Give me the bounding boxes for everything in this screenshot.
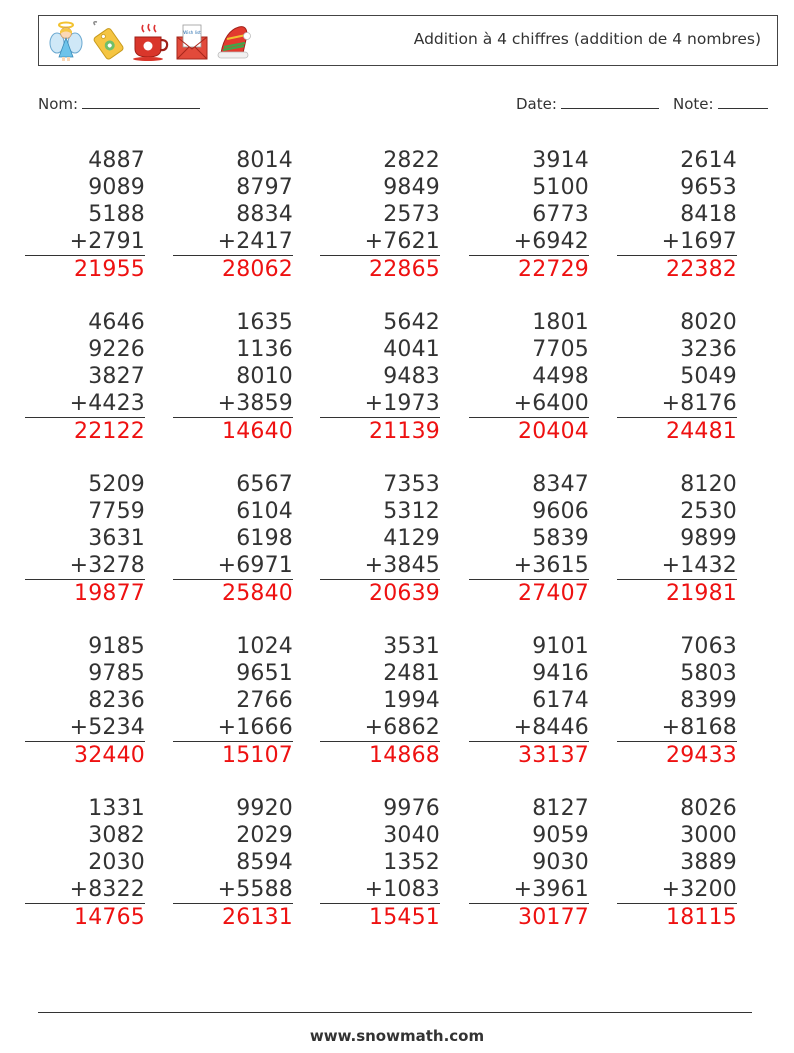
addend-4: +5234 xyxy=(25,714,145,742)
addend-1: 7353 xyxy=(383,472,440,497)
sum-answer: 14640 xyxy=(222,419,293,444)
svg-text:Wish list: Wish list xyxy=(183,30,201,35)
addend-4: +5588 xyxy=(173,876,293,904)
addend-3: 8236 xyxy=(88,688,145,713)
letter-envelope-icon xyxy=(173,19,211,63)
addend-3: 8399 xyxy=(680,688,737,713)
addition-problem xyxy=(617,633,737,769)
addend-4: +3200 xyxy=(617,876,737,904)
addend-4: +6862 xyxy=(320,714,440,742)
name-blank-line xyxy=(82,94,200,109)
addition-problem xyxy=(173,147,293,283)
addend-4: +3278 xyxy=(25,552,145,580)
addend-2: 9653 xyxy=(680,175,737,200)
addend-1: 8014 xyxy=(236,148,293,173)
addend-1: 8020 xyxy=(680,310,737,335)
addition-problem xyxy=(173,795,293,931)
worksheet-header xyxy=(38,15,778,66)
addition-problem xyxy=(320,309,440,445)
addend-4: +8322 xyxy=(25,876,145,904)
addition-problem xyxy=(320,633,440,769)
addition-problem xyxy=(469,309,589,445)
footer-divider xyxy=(38,1012,752,1013)
addition-problem xyxy=(617,471,737,607)
sum-answer: 21955 xyxy=(74,257,145,282)
addend-2: 2481 xyxy=(383,661,440,686)
addend-3: 5049 xyxy=(680,364,737,389)
addend-1: 9920 xyxy=(236,796,293,821)
addend-4: +8176 xyxy=(617,390,737,418)
santa-hat-icon xyxy=(215,19,253,63)
addend-2: 3082 xyxy=(88,823,145,848)
addend-3: 4498 xyxy=(532,364,589,389)
addend-1: 8120 xyxy=(680,472,737,497)
sum-answer: 33137 xyxy=(518,743,589,768)
addend-1: 1635 xyxy=(236,310,293,335)
worksheet-title: Addition à 4 chiffres (addition de 4 nombres) xyxy=(413,30,761,48)
addend-4: +6942 xyxy=(469,228,589,256)
addend-4: +1973 xyxy=(320,390,440,418)
addend-4: +6971 xyxy=(173,552,293,580)
addend-2: 9059 xyxy=(532,823,589,848)
addend-3: 5188 xyxy=(88,202,145,227)
addend-2: 5100 xyxy=(532,175,589,200)
addend-2: 2530 xyxy=(680,499,737,524)
addend-3: 9899 xyxy=(680,526,737,551)
addend-3: 8834 xyxy=(236,202,293,227)
addend-3: 8594 xyxy=(236,850,293,875)
addend-1: 1801 xyxy=(532,310,589,335)
addend-1: 7063 xyxy=(680,634,737,659)
addend-1: 5209 xyxy=(88,472,145,497)
addition-problem xyxy=(617,309,737,445)
sum-answer: 21139 xyxy=(369,419,440,444)
addend-1: 3531 xyxy=(383,634,440,659)
addend-3: 4129 xyxy=(383,526,440,551)
addition-problem xyxy=(469,633,589,769)
addend-1: 1331 xyxy=(88,796,145,821)
addend-1: 4887 xyxy=(88,148,145,173)
addend-1: 1024 xyxy=(236,634,293,659)
addend-2: 9849 xyxy=(383,175,440,200)
addend-4: +6400 xyxy=(469,390,589,418)
addend-3: 2573 xyxy=(383,202,440,227)
addend-1: 9101 xyxy=(532,634,589,659)
sum-answer: 20639 xyxy=(369,581,440,606)
addend-4: +3961 xyxy=(469,876,589,904)
addend-1: 4646 xyxy=(88,310,145,335)
addend-2: 9606 xyxy=(532,499,589,524)
sum-answer: 14765 xyxy=(74,905,145,930)
score-field xyxy=(673,94,768,113)
addend-2: 9651 xyxy=(236,661,293,686)
addend-4: +8446 xyxy=(469,714,589,742)
addend-2: 3236 xyxy=(680,337,737,362)
addend-1: 2614 xyxy=(680,148,737,173)
addend-3: 8010 xyxy=(236,364,293,389)
addition-problem xyxy=(173,633,293,769)
addend-4: +2417 xyxy=(173,228,293,256)
sum-answer: 15107 xyxy=(222,743,293,768)
addend-2: 1136 xyxy=(236,337,293,362)
addition-problem xyxy=(25,633,145,769)
addition-problem xyxy=(617,147,737,283)
sum-answer: 20404 xyxy=(518,419,589,444)
addition-problem xyxy=(320,471,440,607)
addend-4: +3859 xyxy=(173,390,293,418)
addend-4: +1666 xyxy=(173,714,293,742)
addend-4: +4423 xyxy=(25,390,145,418)
addend-3: 3827 xyxy=(88,364,145,389)
addition-problem xyxy=(320,147,440,283)
addition-problem xyxy=(25,309,145,445)
sum-answer: 25840 xyxy=(222,581,293,606)
angel-icon xyxy=(47,19,85,63)
sum-answer: 18115 xyxy=(666,905,737,930)
addend-2: 3040 xyxy=(383,823,440,848)
score-blank-line xyxy=(718,94,768,109)
addend-3: 2766 xyxy=(236,688,293,713)
sum-answer: 15451 xyxy=(369,905,440,930)
name-label: Nom: xyxy=(38,95,79,113)
addend-1: 3914 xyxy=(532,148,589,173)
addend-3: 1994 xyxy=(383,688,440,713)
sum-answer: 22122 xyxy=(74,419,145,444)
addend-2: 7759 xyxy=(88,499,145,524)
addend-4: +3845 xyxy=(320,552,440,580)
addend-4: +1083 xyxy=(320,876,440,904)
sum-answer: 21981 xyxy=(666,581,737,606)
addend-4: +2791 xyxy=(25,228,145,256)
addition-problem xyxy=(469,795,589,931)
addend-3: 6773 xyxy=(532,202,589,227)
addend-1: 8026 xyxy=(680,796,737,821)
addend-3: 8418 xyxy=(680,202,737,227)
addend-2: 8797 xyxy=(236,175,293,200)
addend-2: 3000 xyxy=(680,823,737,848)
gift-tag-icon xyxy=(89,19,127,63)
addition-problem xyxy=(25,795,145,931)
addition-problem xyxy=(25,147,145,283)
sum-answer: 26131 xyxy=(222,905,293,930)
addend-4: +7621 xyxy=(320,228,440,256)
addition-problem xyxy=(25,471,145,607)
addend-2: 4041 xyxy=(383,337,440,362)
addition-problem xyxy=(617,795,737,931)
addition-problem xyxy=(320,795,440,931)
addition-problem xyxy=(173,471,293,607)
addend-1: 6567 xyxy=(236,472,293,497)
sum-answer: 29433 xyxy=(666,743,737,768)
addend-4: +1432 xyxy=(617,552,737,580)
sum-answer: 32440 xyxy=(74,743,145,768)
score-label: Note: xyxy=(673,95,714,113)
addend-3: 2030 xyxy=(88,850,145,875)
addend-1: 8127 xyxy=(532,796,589,821)
addition-problem xyxy=(469,147,589,283)
header-icons xyxy=(47,19,253,63)
addend-4: +1697 xyxy=(617,228,737,256)
addition-problem xyxy=(469,471,589,607)
addend-3: 6174 xyxy=(532,688,589,713)
addend-1: 9185 xyxy=(88,634,145,659)
sum-answer: 19877 xyxy=(74,581,145,606)
date-blank-line xyxy=(561,94,659,109)
sum-answer: 22865 xyxy=(369,257,440,282)
addend-2: 9226 xyxy=(88,337,145,362)
addend-1: 2822 xyxy=(383,148,440,173)
addend-3: 3889 xyxy=(680,850,737,875)
addend-4: +8168 xyxy=(617,714,737,742)
date-field xyxy=(516,94,659,113)
name-field xyxy=(38,94,200,113)
addend-2: 2029 xyxy=(236,823,293,848)
addend-2: 9416 xyxy=(532,661,589,686)
sum-answer: 22382 xyxy=(666,257,737,282)
addend-3: 3631 xyxy=(88,526,145,551)
addend-1: 5642 xyxy=(383,310,440,335)
addend-2: 5803 xyxy=(680,661,737,686)
addend-4: +3615 xyxy=(469,552,589,580)
addend-3: 6198 xyxy=(236,526,293,551)
addend-2: 9785 xyxy=(88,661,145,686)
hot-cup-icon xyxy=(131,19,169,63)
addend-3: 9030 xyxy=(532,850,589,875)
sum-answer: 27407 xyxy=(518,581,589,606)
addend-1: 8347 xyxy=(532,472,589,497)
addition-problem xyxy=(173,309,293,445)
addend-2: 9089 xyxy=(88,175,145,200)
addend-2: 5312 xyxy=(383,499,440,524)
addend-3: 1352 xyxy=(383,850,440,875)
addend-2: 7705 xyxy=(532,337,589,362)
addend-1: 9976 xyxy=(383,796,440,821)
date-label: Date: xyxy=(516,95,557,113)
sum-answer: 24481 xyxy=(666,419,737,444)
sum-answer: 14868 xyxy=(369,743,440,768)
sum-answer: 28062 xyxy=(222,257,293,282)
addend-2: 6104 xyxy=(236,499,293,524)
addend-3: 5839 xyxy=(532,526,589,551)
addend-3: 9483 xyxy=(383,364,440,389)
footer-site: www.snowmath.com xyxy=(309,1027,485,1045)
sum-answer: 30177 xyxy=(518,905,589,930)
sum-answer: 22729 xyxy=(518,257,589,282)
